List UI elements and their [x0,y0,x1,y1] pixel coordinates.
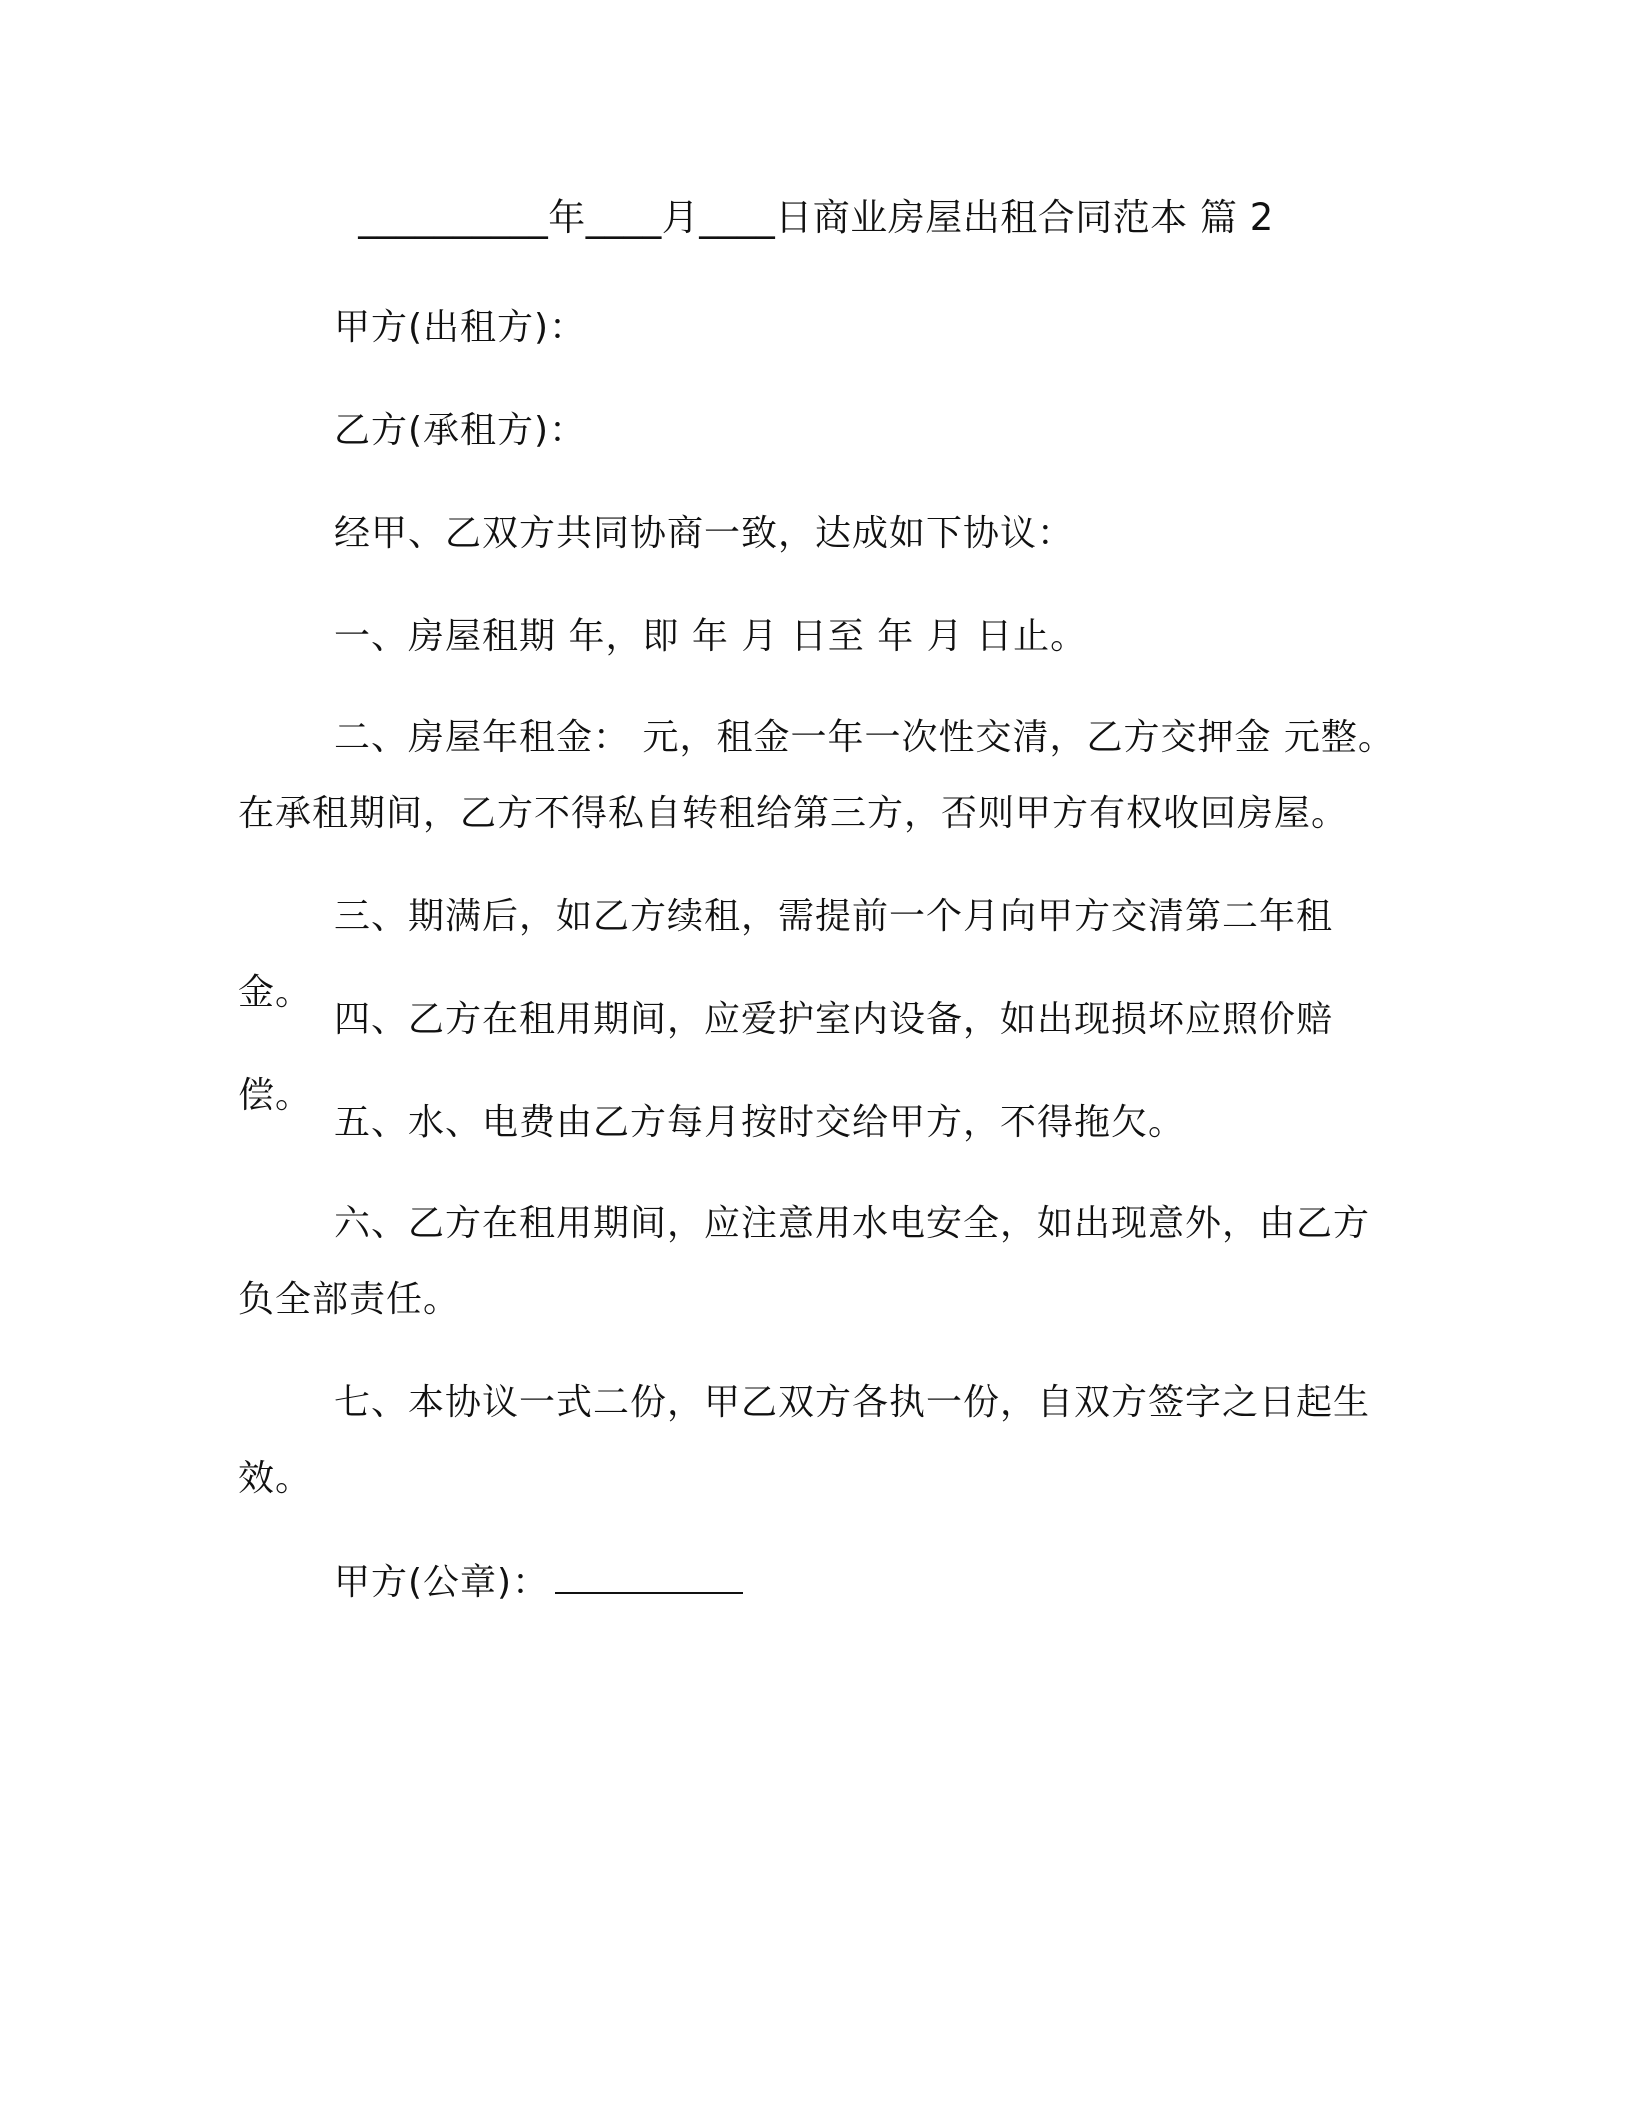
clause-4: 四、乙方在租用期间，应爱护室内设备，如出现损坏应照价赔偿。 [238,999,1334,1116]
signature-blank [555,1562,743,1594]
signature-line-party-a [238,1545,1398,1621]
clause-7: 七、本协议一式二份，甲乙双方各执一份，自双方签字之日起生效。 [238,1382,1371,1499]
signature-label: 甲方(公章)： [334,1562,550,1603]
clause-6: 六、乙方在租用期间，应注意用水电安全，如出现意外，由乙方负全部责任。 [238,1203,1371,1320]
clause-1: 一、房屋租期 年，即 年 月 日至 年 月 日止。 [334,616,1088,657]
clause-3: 三、期满后，如乙方续租，需提前一个月向甲方交清第二年租金。 [238,896,1334,1013]
party-a-line: 甲方(出租方)： [334,307,587,348]
clause-5: 五、水、电费由乙方每月按时交给甲方，不得拖欠。 [334,1102,1186,1143]
party-b-line: 乙方(承租方)： [334,410,587,451]
clause-2: 二、房屋年租金： 元，租金一年一次性交清，乙方交押金 元整。在承租期间，乙方不得私自转租给第三方，否则甲方有权收回房屋。 [238,717,1395,834]
document-title: __________年____月____日商业房屋出租合同范本 篇 2 [358,196,1274,239]
intro-paragraph: 经甲、乙双方共同协商一致，达成如下协议： [334,513,1075,554]
